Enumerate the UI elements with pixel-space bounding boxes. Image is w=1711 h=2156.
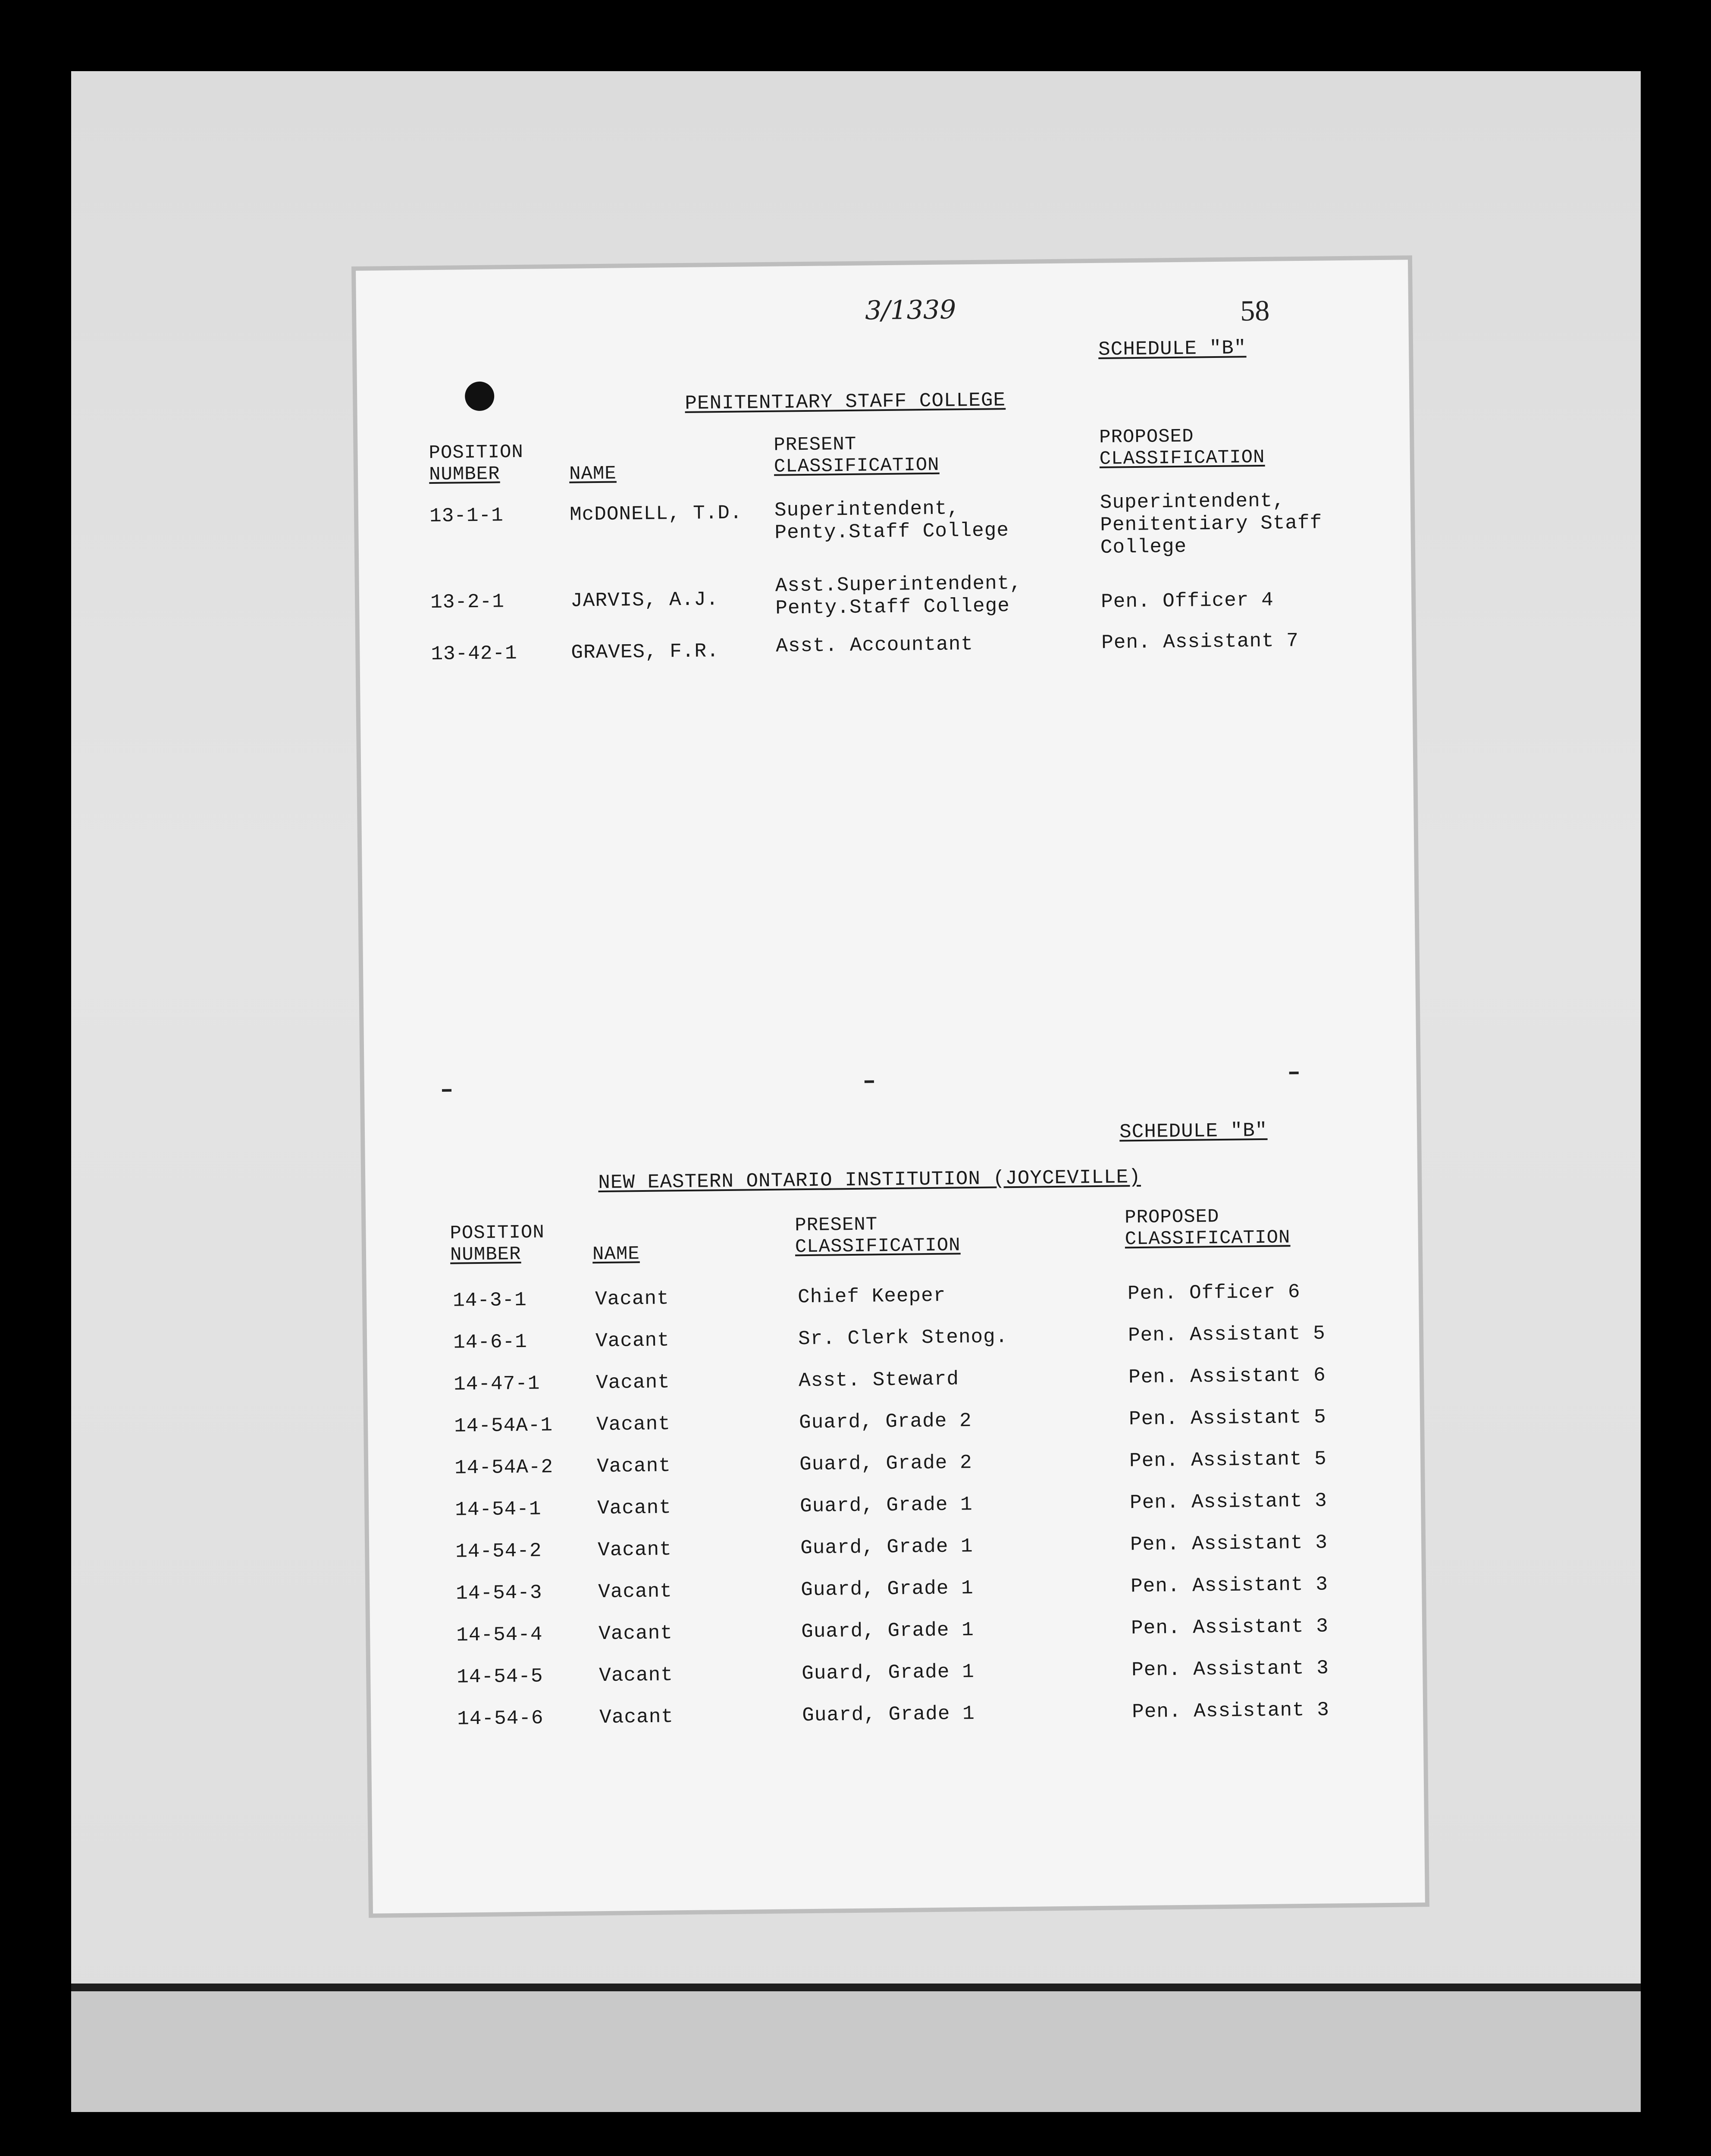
document-page xyxy=(356,260,1425,1913)
present-classification: Guard, Grade 2 xyxy=(799,1451,972,1476)
position-number: 14-54-6 xyxy=(457,1707,544,1730)
scan-bottom-strip xyxy=(71,1984,1641,2112)
position-number: 14-54A-1 xyxy=(454,1414,553,1438)
present-classification: Superintendent, Penty.Staff College xyxy=(774,497,1009,544)
position-number: 14-54A-2 xyxy=(454,1456,554,1479)
employee-name: Vacant xyxy=(597,1496,672,1520)
header-position: POSITION NUMBER xyxy=(429,441,524,486)
separator-mark xyxy=(1289,1072,1299,1074)
proposed-classification: Pen. Assistant 3 xyxy=(1131,1698,1330,1724)
employee-name: Vacant xyxy=(595,1329,670,1353)
employee-name: Vacant xyxy=(598,1580,673,1604)
position-number: 14-3-1 xyxy=(452,1288,527,1312)
present-classification: Asst.Superintendent, Penty.Staff College xyxy=(775,572,1022,620)
proposed-classification: Pen. Assistant 7 xyxy=(1101,630,1299,654)
proposed-classification: Pen. Assistant 5 xyxy=(1129,1448,1327,1473)
employee-name: Vacant xyxy=(597,1538,672,1562)
separator-mark xyxy=(865,1080,874,1083)
position-number: 13-2-1 xyxy=(430,590,505,614)
present-classification: Asst. Steward xyxy=(798,1368,959,1392)
header-name: NAME xyxy=(569,463,617,485)
header-present: PRESENT CLASSIFICATION xyxy=(795,1214,961,1258)
present-classification: Guard, Grade 2 xyxy=(799,1410,972,1434)
schedule-label: SCHEDULE "B" xyxy=(1119,1119,1268,1144)
present-classification: Guard, Grade 1 xyxy=(802,1702,975,1727)
header-proposed: PROPOSED CLASSIFICATION xyxy=(1124,1206,1291,1250)
present-classification: Guard, Grade 1 xyxy=(800,1577,974,1601)
position-number: 14-54-4 xyxy=(456,1623,543,1647)
header-proposed: PROPOSED CLASSIFICATION xyxy=(1099,426,1265,470)
position-number: 13-42-1 xyxy=(431,642,517,666)
employee-name: GRAVES, F.R. xyxy=(571,640,719,664)
employee-name: Vacant xyxy=(599,1705,674,1729)
employee-name: McDONELL, T.D. xyxy=(569,501,743,526)
proposed-classification: Pen. Officer 4 xyxy=(1100,589,1274,613)
present-classification: Sr. Clerk Stenog. xyxy=(798,1326,1008,1351)
position-number: 13-1-1 xyxy=(429,504,504,528)
proposed-classification: Pen. Assistant 3 xyxy=(1131,1615,1329,1640)
present-classification: Guard, Grade 1 xyxy=(799,1493,973,1518)
position-number: 14-47-1 xyxy=(453,1372,540,1396)
proposed-classification: Pen. Assistant 5 xyxy=(1128,1322,1326,1347)
proposed-classification: Superintendent, Penitentiary Staff College xyxy=(1100,489,1322,559)
proposed-classification: Pen. Assistant 3 xyxy=(1129,1489,1328,1514)
employee-name: Vacant xyxy=(599,1664,674,1687)
section-title: NEW EASTERN ONTARIO INSTITUTION (JOYCEVILLE) xyxy=(598,1166,1141,1194)
header-present: PRESENT CLASSIFICATION xyxy=(774,433,940,478)
position-number: 14-54-1 xyxy=(454,1498,542,1521)
present-classification: Chief Keeper xyxy=(797,1284,946,1309)
schedule-label: SCHEDULE "B" xyxy=(1098,337,1247,361)
punch-hole xyxy=(465,382,495,411)
present-classification: Guard, Grade 1 xyxy=(800,1535,973,1560)
proposed-classification: Pen. Assistant 3 xyxy=(1130,1573,1329,1598)
employee-name: JARVIS, A.J. xyxy=(570,588,719,612)
file-number: 3/1339 xyxy=(865,295,956,326)
present-classification: Asst. Accountant xyxy=(776,633,974,658)
header-position: POSITION NUMBER xyxy=(450,1222,545,1266)
employee-name: Vacant xyxy=(595,1371,671,1395)
present-classification: Guard, Grade 1 xyxy=(801,1661,975,1685)
proposed-classification: Pen. Officer 6 xyxy=(1127,1281,1300,1305)
position-number: 14-54-2 xyxy=(455,1539,542,1563)
proposed-classification: Pen. Assistant 5 xyxy=(1128,1406,1327,1431)
employee-name: Vacant xyxy=(596,1413,671,1436)
section-title: PENITENTIARY STAFF COLLEGE xyxy=(685,389,1006,415)
proposed-classification: Pen. Assistant 3 xyxy=(1131,1657,1329,1682)
position-number: 14-6-1 xyxy=(453,1330,528,1354)
position-number: 14-54-3 xyxy=(455,1581,542,1605)
proposed-classification: Pen. Assistant 6 xyxy=(1128,1364,1326,1389)
employee-name: Vacant xyxy=(598,1622,673,1645)
present-classification: Guard, Grade 1 xyxy=(801,1619,974,1643)
employee-name: Vacant xyxy=(596,1454,671,1478)
employee-name: Vacant xyxy=(595,1287,670,1311)
page-number: 58 xyxy=(1240,294,1270,327)
proposed-classification: Pen. Assistant 3 xyxy=(1130,1531,1328,1556)
separator-mark xyxy=(442,1089,451,1092)
position-number: 14-54-5 xyxy=(457,1665,543,1689)
header-name: NAME xyxy=(592,1243,640,1266)
